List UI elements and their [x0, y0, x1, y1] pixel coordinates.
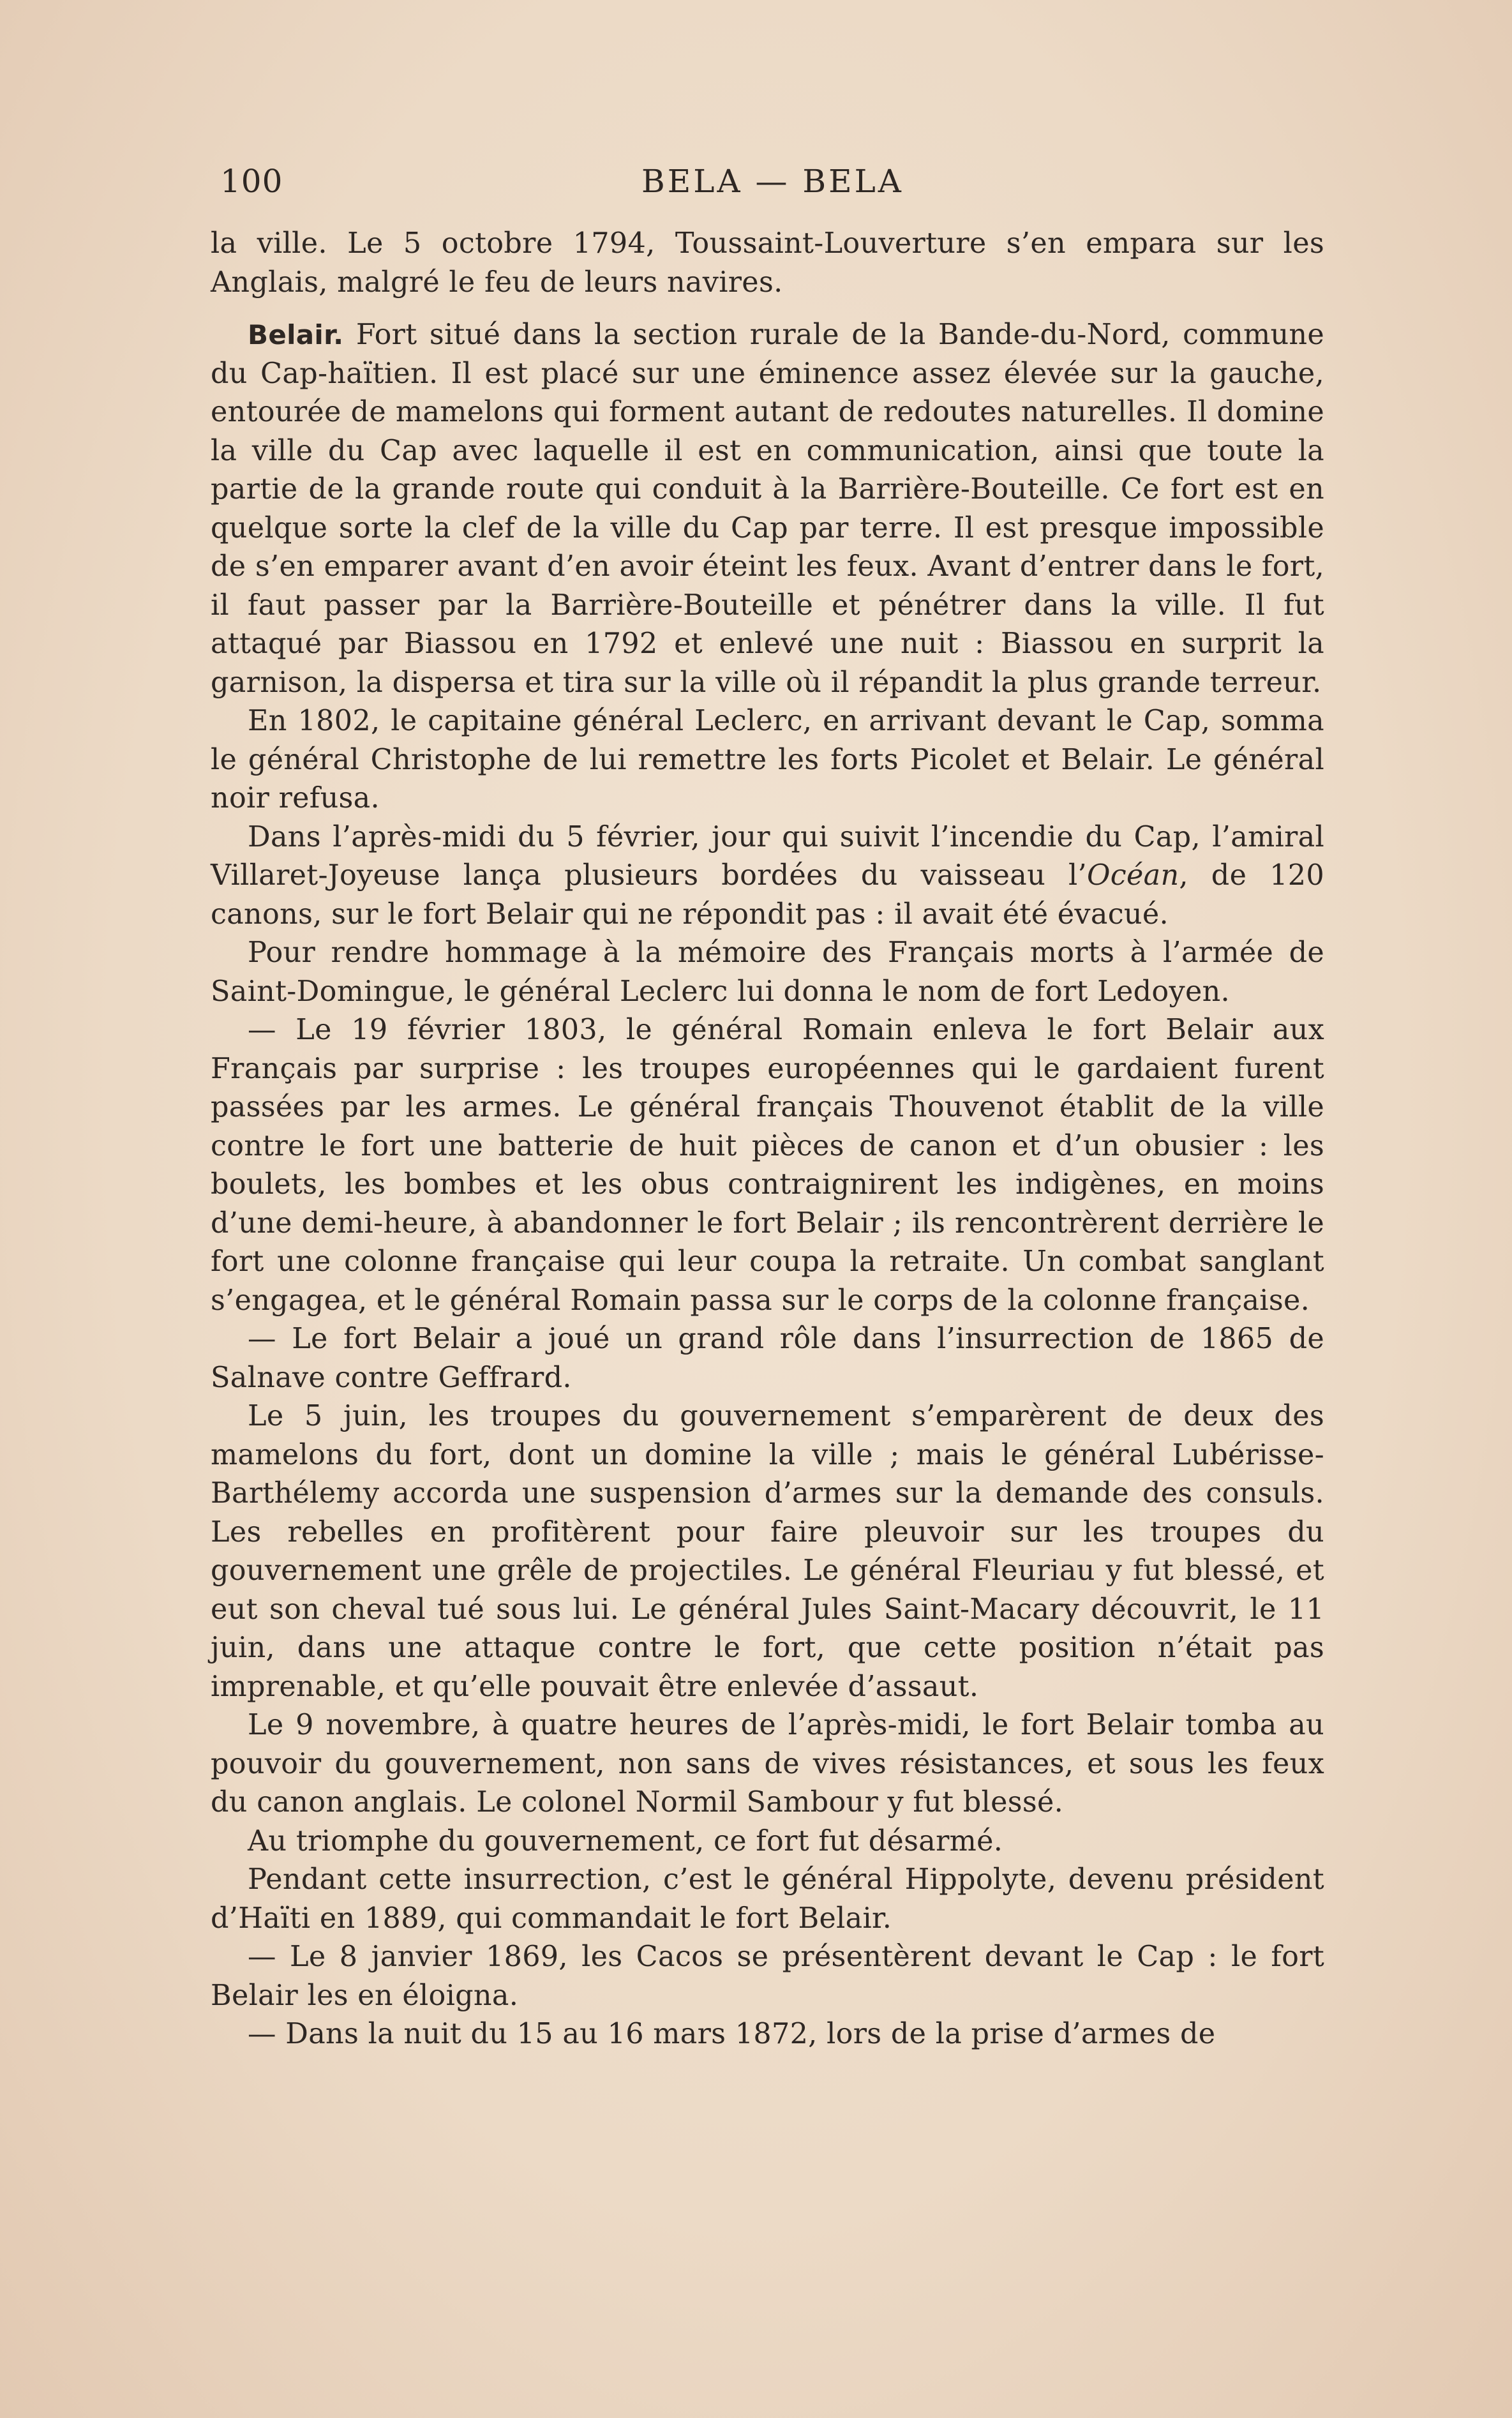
paragraph-continued: la ville. Le 5 octobre 1794, Toussaint-Louverture s’en empara sur les Anglais, malgré le feu de leurs navires. — [211, 227, 1324, 299]
body-text — [211, 225, 1324, 2054]
paragraph-part: , de 120 canons, sur le fort Belair qui ne répondit pas : il avait été évacué. — [211, 859, 1325, 931]
paragraph: Le 5 juin, les troupes du gouvernement s’emparèrent de deux des mamelons du fort, dont un domine la ville ; mais le général Lubérisse-Barthélemy accorda une suspension d’armes sur la demande des consuls. Les rebelles en profitèrent pour faire pleuvoir sur les troupes du gouvernement une grêle de projectiles. Le général Fleuriau y fut blessé, et eut son cheval tué sous lui. Le général Jules Saint-Macary découvrit, le 11 juin, dans une attaque contre le fort, que cette position n’était pas imprenable, et qu’elle pouvait être enlevée d’assaut. — [211, 1400, 1324, 1703]
ship-name: Océan — [1086, 859, 1179, 892]
page-number: 100 — [220, 163, 283, 200]
paragraph: En 1802, le capitaine général Leclerc, en arrivant devant le Cap, somma le général Christophe de lui remettre les forts Picolet et Belair. Le général noir refusa. — [211, 705, 1324, 815]
running-title: BELA — BELA — [641, 163, 904, 200]
paragraph: Pendant cette insurrection, c’est le général Hippolyte, devenu président d’Haïti en 1889, qui commandait le fort Belair. — [211, 1863, 1324, 1935]
headword: Belair. — [248, 319, 344, 350]
paragraph: Au triomphe du gouvernement, ce fort fut désarmé. — [248, 1824, 1003, 1858]
paragraph-part: Dans l’après-midi du 5 février, jour qui suivit l’incendie du Cap, l’amiral Villaret-Joyeuse lança plusieurs bordées du vaisseau l’ — [211, 820, 1324, 892]
entry-belair — [211, 316, 1324, 702]
paragraph: Le 9 novembre, à quatre heures de l’après-midi, le fort Belair tomba au pouvoir du gouvernement, non sans de vives résistances, et sous les feux du canon anglais. Le colonel Normil Sambour y fut blessé. — [211, 1709, 1324, 1819]
entry-text: Fort situé dans la section rurale de la Bande-du-Nord, commune du Cap-haïtien. Il est placé sur une éminence assez élevée sur la gauche, entourée de mamelons qui forment autant de redoutes naturelles. Il domine la ville du Cap avec laquelle il est en communication, ainsi que toute la partie de la grande route qui conduit à la Barrière-Bouteille. Ce fort est en quelque sorte la clef de la ville du Cap par terre. Il est presque impossible de s’en emparer avant d’en avoir éteint les feux. Avant d’entrer dans le fort, il faut passer par la Barrière-Bouteille et pénétrer dans la ville. Il fut attaqué par Biassou en 1792 et enlevé une nuit : Biassou en surprit la garnison, la dispersa et tira sur la ville où il répandit la plus grande terreur. — [211, 319, 1324, 699]
paragraph: — Dans la nuit du 15 au 16 mars 1872, lors de la prise d’armes de — [248, 2018, 1216, 2050]
page-header — [220, 163, 1334, 207]
paragraph — [211, 818, 1324, 935]
paragraph: — Le 19 février 1803, le général Romain enleva le fort Belair aux Français par surprise : les troupes européennes qui le gardaient furent passées par les armes. Le général français Thouvenot établit de la ville contre le fort une batterie de huit pièces de canon et d’un obusier : les boulets, les bombes et les obus contraignirent les indigènes, en moins d’une demi-heure, à abandonner le fort Belair ; ils rencontrèrent derrière le fort une colonne française qui leur coupa la retraite. Un combat sanglant s’engagea, et le général Romain passa sur le corps de la colonne française. — [211, 1014, 1324, 1317]
paragraph: — Le 8 janvier 1869, les Cacos se présentèrent devant le Cap : le fort Belair les en éloigna. — [211, 1941, 1324, 2012]
paragraph: — Le fort Belair a joué un grand rôle dans l’insurrection de 1865 de Salnave contre Geffrard. — [211, 1323, 1324, 1394]
paragraph: Pour rendre hommage à la mémoire des Français morts à l’armée de Saint-Domingue, le général Leclerc lui donna le nom de fort Ledoyen. — [211, 936, 1324, 1008]
